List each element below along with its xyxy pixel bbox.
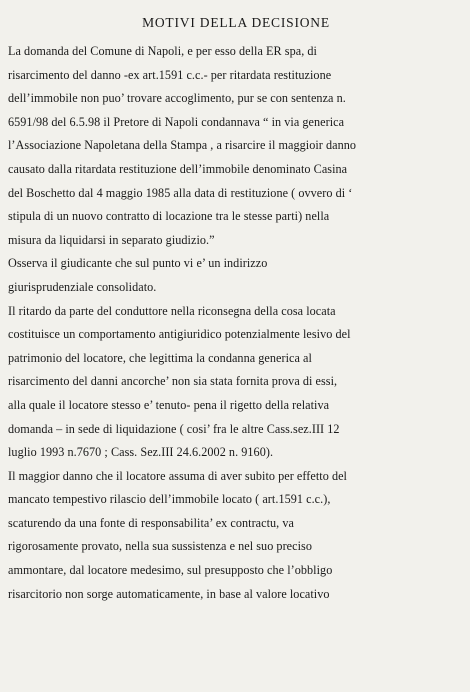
text-line: risarcimento del danno -ex art.1591 c.c.- per ritardata restituzione	[8, 67, 332, 82]
text-line: 6591/98 del 6.5.98 il Pretore di Napoli condannava “ in via generica	[8, 114, 345, 129]
text-line: risarcitorio non sorge automaticamente, in base al valore locativo	[8, 586, 330, 601]
text-line: luglio 1993 n.7670 ; Cass. Sez.III 24.6.2002 n. 9160).	[8, 445, 274, 460]
text-line: l’Associazione Napoletana della Stampa , a risarcire il maggioir danno	[8, 138, 357, 153]
text-line: rigorosamente provato, nella sua sussistenza e nel suo preciso	[8, 539, 312, 554]
text-line: dell’immobile non puo’ trovare accoglimento, pur se con sentenza n.	[8, 91, 346, 106]
text-line: alla quale il locatore stesso e’ tenuto- pena il rigetto della relativa	[8, 397, 330, 412]
text-line: mancato tempestivo rilascio dell’immobile locato ( art.1591 c.c.),	[8, 492, 331, 507]
text-line: patrimonio del locatore, che legittima la condanna generica al	[8, 350, 312, 365]
document-body	[8, 40, 464, 606]
text-line: stipula di un nuovo contratto di locazione tra le stesse parti) nella	[8, 209, 330, 224]
text-line: ammontare, dal locatore medesimo, sul presupposto che l’obbligo	[8, 563, 333, 578]
text-line: scaturendo da una fonte di responsabilita’ ex contractu, va	[8, 515, 294, 530]
text-line: Osserva il giudicante che sul punto vi e’ un indirizzo	[8, 256, 268, 271]
text-line: risarcimento del danni ancorche’ non sia stata fornita prova di essi,	[8, 374, 338, 389]
text-line: causato dalla ritardata restituzione dell’immobile denominato Casina	[8, 161, 348, 176]
text-line: del Boschetto dal 4 maggio 1985 alla data di restituzione ( ovvero di ‘	[8, 185, 353, 200]
text-line: La domanda del Comune di Napoli, e per esso della ER spa, di	[8, 44, 317, 58]
page-title: MOTIVI DELLA DECISIONE	[142, 15, 330, 30]
text-line: Il ritardo da parte del conduttore nella riconsegna della cosa locata	[8, 303, 336, 318]
text-line: giurisprudenziale consolidato.	[8, 279, 157, 294]
text-line: domanda – in sede di liquidazione ( cosi’ fra le altre Cass.sez.III 12	[8, 421, 340, 436]
text-line: Il maggior danno che il locatore assuma di aver subito per effetto del	[8, 468, 347, 483]
text-line: costituisce un comportamento antigiuridico potenzialmente lesivo del	[8, 327, 351, 342]
text-line: misura da liquidarsi in separato giudizio.”	[8, 232, 215, 247]
